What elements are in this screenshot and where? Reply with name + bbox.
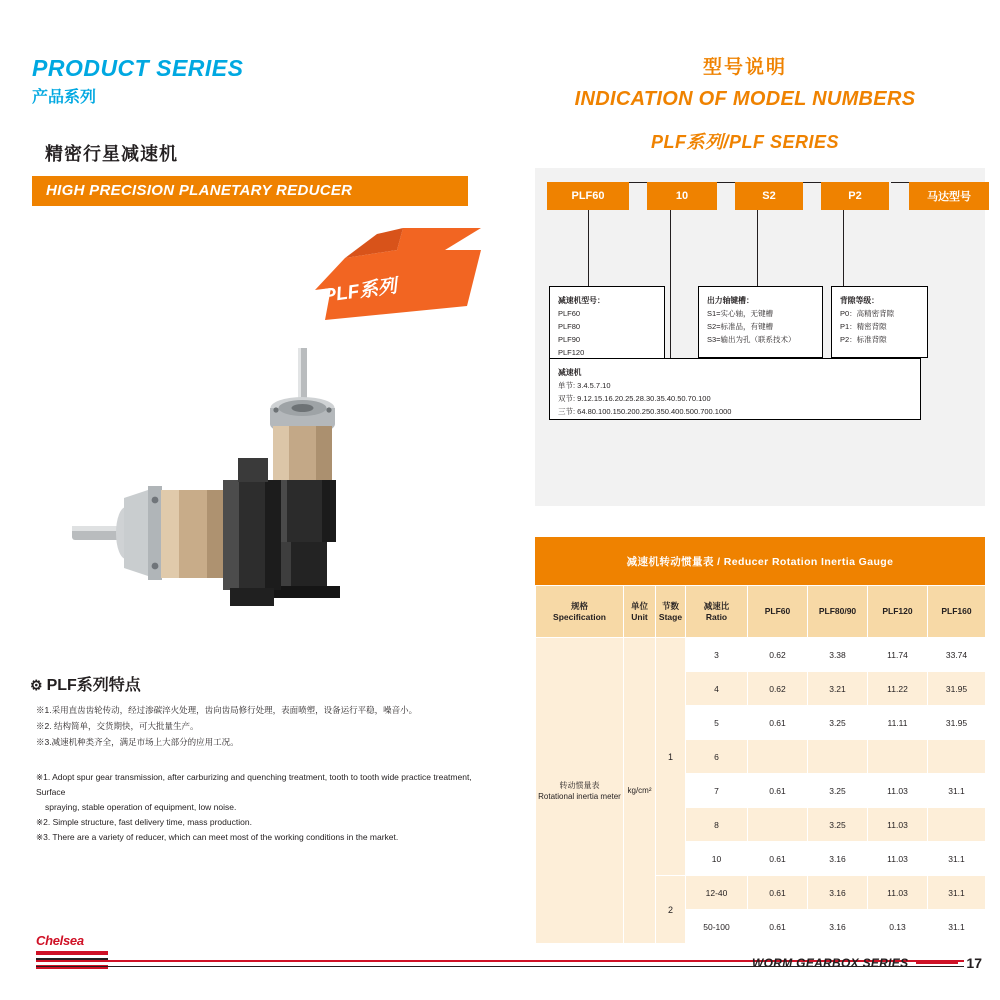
cell-plf60: 0.62 (748, 672, 808, 706)
cell-plf160: 31.95 (928, 672, 986, 706)
desc-line: S2=标准品，有键槽 (707, 322, 774, 331)
cell-plf120: 11.11 (868, 706, 928, 740)
cell-ratio: 50-100 (686, 910, 748, 944)
cell-plf60: 0.61 (748, 842, 808, 876)
cell-plf8090 (808, 740, 868, 774)
code-drop-line (670, 210, 671, 358)
cell-ratio: 4 (686, 672, 748, 706)
section-heading-banner (32, 176, 468, 206)
cell-plf160: 33.74 (928, 638, 986, 672)
list-item-continued: spraying, stable operation of equipment, low noise. (45, 802, 237, 812)
cell-plf120: 0.13 (868, 910, 928, 944)
cell-plf160: 31.1 (928, 774, 986, 808)
cell-plf60: 0.61 (748, 876, 808, 910)
ribbon-label: PLF系列 (322, 275, 399, 308)
code-drop-line (588, 210, 589, 288)
desc-box-ratio (549, 358, 921, 420)
col-plf60: PLF60 (748, 586, 808, 638)
col-stage: 节数 Stage (656, 586, 686, 638)
cell-plf160: 31.95 (928, 706, 986, 740)
cell-plf8090: 3.16 (808, 910, 868, 944)
desc-box-backlash (831, 286, 928, 358)
inertia-table-block (535, 537, 985, 944)
col-unit: 单位 Unit (624, 586, 656, 638)
cell-plf8090: 3.21 (808, 672, 868, 706)
col-ratio: 减速比 Ratio (686, 586, 748, 638)
code-box-model[interactable]: PLF60 (547, 182, 629, 210)
cell-ratio: 5 (686, 706, 748, 740)
footer (752, 955, 982, 971)
code-box-motor[interactable]: 马达型号 (909, 182, 989, 210)
page-number: 17 (966, 955, 982, 971)
table-header-row (536, 586, 986, 638)
desc-line: P1：精密背隙 (840, 322, 887, 331)
cell-plf8090: 3.25 (808, 706, 868, 740)
cell-plf160 (928, 808, 986, 842)
cell-plf120 (868, 740, 928, 774)
desc-line: P2：标准背隙 (840, 335, 887, 344)
col-specification: 规格 Specification (536, 586, 624, 638)
table-row (536, 638, 986, 672)
model-series-title: PLF系列/PLF SERIES (650, 132, 840, 152)
desc-line: PLF80 (558, 322, 581, 331)
cell-plf120: 11.03 (868, 876, 928, 910)
desc-line: S3=输出为孔（联系技术） (707, 335, 796, 344)
cell-plf60 (748, 808, 808, 842)
model-code-panel (535, 168, 985, 506)
desc-line: P0：高精密背隙 (840, 309, 895, 318)
col-plf120: PLF120 (868, 586, 928, 638)
model-title-en: INDICATION OF MODEL NUMBERS (574, 88, 916, 110)
inertia-table (535, 585, 986, 944)
desc-line: S1=实心轴，无键槽 (707, 309, 774, 318)
desc-line: 三节: 64.80.100.150.200.250.350.400.500.700.1000 (558, 407, 732, 416)
product-series-title-en: PRODUCT SERIES (32, 55, 244, 81)
cell-plf8090: 3.25 (808, 774, 868, 808)
cell-plf120: 11.74 (868, 638, 928, 672)
plf-series-ribbon (285, 228, 485, 318)
cell-ratio: 3 (686, 638, 748, 672)
desc-line: 单节: 3.4.5.7.10 (558, 381, 611, 390)
cell-plf60 (748, 740, 808, 774)
cell-plf160: 31.1 (928, 876, 986, 910)
table-caption: 减速机转动惯量表 / Reducer Rotation Inertia Gauge (535, 537, 985, 585)
list-item: ※2. Simple structure, fast delivery time, mass production. (36, 817, 252, 827)
cell-ratio: 7 (686, 774, 748, 808)
brand-name: Chelsea (36, 933, 84, 948)
model-title-cn: 型号说明 (702, 57, 787, 78)
cell-plf160 (928, 740, 986, 774)
cell-plf60: 0.61 (748, 910, 808, 944)
desc-title: 背隙等级： (840, 296, 879, 305)
footer-label: WORM GEARBOX SERIES (752, 956, 909, 970)
desc-title: 减速机型号： (558, 296, 605, 305)
list-item: ※1.采用直齿齿轮传动，经过渗碳淬火处理，齿向齿局修行处理，表面喷塑，设备运行平稳，噪音小。 (36, 705, 418, 715)
cell-ratio: 6 (686, 740, 748, 774)
cell-plf8090: 3.38 (808, 638, 868, 672)
footer-divider (916, 962, 958, 964)
model-code-row (547, 182, 977, 210)
product-series-title-cn: 产品系列 (32, 89, 97, 106)
col-plf8090: PLF80/90 (808, 586, 868, 638)
cell-plf8090: 3.16 (808, 876, 868, 910)
product-photo (60, 330, 480, 630)
features-en-list (36, 770, 496, 845)
col-plf160: PLF160 (928, 586, 986, 638)
code-box-ratio[interactable]: 10 (647, 182, 717, 210)
list-item: ※3. There are a variety of reducer, which can meet most of the working conditions in the market. (36, 832, 399, 842)
cell-plf60: 0.61 (748, 774, 808, 808)
cell-plf60: 0.62 (748, 638, 808, 672)
cell-plf120: 11.03 (868, 808, 928, 842)
list-item: ※1. Adopt spur gear transmission, after carburizing and quenching treatment, tooth to tooth wide practice treatment, Surface (36, 772, 472, 797)
cell-stage-2: 2 (656, 876, 686, 944)
cell-specification: 转动惯量表 Rotational inertia meter (536, 638, 624, 944)
cell-plf120: 11.03 (868, 842, 928, 876)
features-title: ⚙ PLF系列特点 (30, 677, 141, 694)
desc-line: 双节: 9.12.15.16.20.25.28.30.35.40.50.70.100 (558, 394, 711, 403)
cell-ratio: 8 (686, 808, 748, 842)
cell-plf160: 31.1 (928, 910, 986, 944)
section-heading-en: HIGH PRECISION PLANETARY REDUCER (46, 182, 353, 199)
cell-plf160: 31.1 (928, 842, 986, 876)
list-item: ※3.减速机种类齐全，满足市场上大部分的应用工况。 (36, 737, 239, 747)
code-box-backlash[interactable]: P2 (821, 182, 889, 210)
section-heading-cn: 精密行星减速机 (45, 144, 178, 164)
desc-title: 出力轴键槽： (707, 296, 754, 305)
desc-line: PLF60 (558, 309, 581, 318)
code-box-shaft[interactable]: S2 (735, 182, 803, 210)
list-item: ※2. 结构简单，交货期快，可大批量生产。 (36, 721, 199, 731)
desc-line: PLF120 (558, 348, 585, 357)
cell-stage-1: 1 (656, 638, 686, 876)
right-column (520, 0, 1000, 1000)
cell-ratio: 12-40 (686, 876, 748, 910)
cell-plf120: 11.22 (868, 672, 928, 706)
cell-plf8090: 3.25 (808, 808, 868, 842)
desc-line: PLF90 (558, 335, 581, 344)
gear-icon: ⚙ (30, 677, 43, 693)
code-drop-line (757, 210, 758, 288)
cell-ratio: 10 (686, 842, 748, 876)
desc-box-shaft (698, 286, 823, 358)
features-cn-list (36, 702, 496, 750)
code-drop-line (843, 210, 844, 288)
desc-title: 减速机 (558, 368, 582, 377)
cell-plf8090: 3.16 (808, 842, 868, 876)
cell-plf120: 11.03 (868, 774, 928, 808)
cell-plf60: 0.61 (748, 706, 808, 740)
planetary-reducer-illustration (60, 330, 480, 630)
cell-unit: kg/cm² (624, 638, 656, 944)
